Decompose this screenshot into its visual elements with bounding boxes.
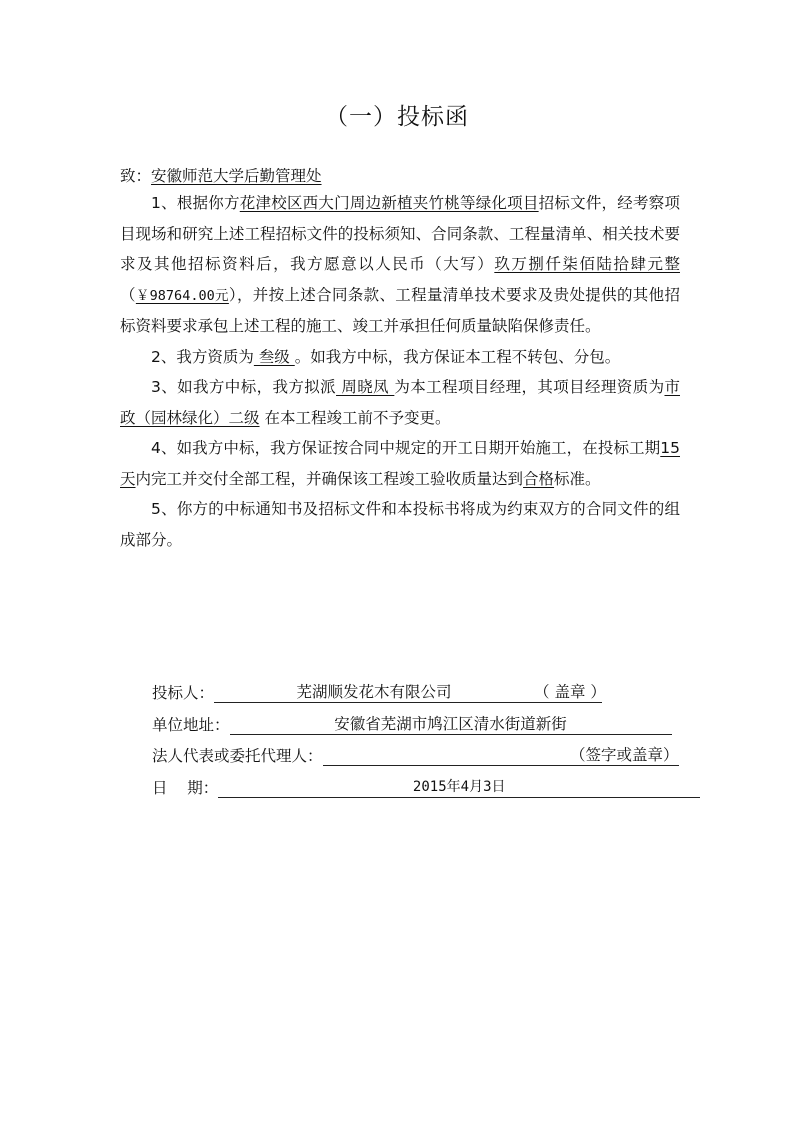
bidder-stamp-note: （ 盖章 ） xyxy=(534,683,606,701)
document-title: （一）投标函 xyxy=(325,104,469,130)
construction-period: 15天 xyxy=(120,439,680,488)
project-name: 花津校区西大门周边新植夹竹桃等绿化项目 xyxy=(239,194,539,212)
bid-date xyxy=(218,777,700,798)
p1-text-d: ），并按上述合同条款、工程量清单技术要求及贵处提供的其他招标资料要求承包上述工程的施工、竣工并承担任何质量缺陷保修责任。 xyxy=(120,285,680,335)
p4-text-a: 4、如我方中标，我方保证按合同中规定的开工日期开始施工，在投标工期 xyxy=(151,439,661,457)
bidder-label: 投标人： xyxy=(152,684,215,702)
amount-in-words: 玖万捌仟柒佰陆拾肆元整 xyxy=(494,255,680,273)
paragraph-5: 5、你方的中标通知书及招标文件和本投标书将成为约束双方的合同文件的组成部分。 xyxy=(120,500,680,549)
paragraph-1 xyxy=(120,188,680,342)
representative-sign-note: （签字或盖章） xyxy=(570,746,679,764)
p3-text-a: 3、如我方中标，我方拟派 xyxy=(151,378,337,396)
p2-text-a: 2、我方资质为 xyxy=(151,347,254,366)
p3-text-c: 在本工程竣工前不予变更。 xyxy=(259,408,451,427)
p3-text-b: 为本工程项目经理，其项目经理资质为 xyxy=(394,378,665,396)
qualification-grade: 叁级 xyxy=(253,347,295,366)
recipient-prefix: 致： xyxy=(120,167,152,185)
letter-body xyxy=(120,188,680,555)
p4-text-b: 内完工并交付全部工程，并确保该工程竣工验收质量达到 xyxy=(135,469,524,488)
bidder-line xyxy=(152,683,606,703)
company-address: 安徽省芜湖市鸠江区清水街道新街 xyxy=(230,715,672,735)
representative-label: 法人代表或委托代理人： xyxy=(152,747,323,765)
bidder-name xyxy=(214,683,606,703)
p2-text-b: 。如我方中标，我方保证本工程不转包、分包。 xyxy=(294,347,621,366)
p1-text-a: 1、根据你方 xyxy=(151,194,240,212)
address-label: 单位地址： xyxy=(152,716,230,734)
paragraph-3 xyxy=(120,372,680,433)
bid-date-text: 2015年4月3日 xyxy=(412,779,506,795)
project-manager: 周晓凤 xyxy=(336,378,395,396)
paragraph-2 xyxy=(120,342,680,373)
p1-text-c: （ xyxy=(120,285,136,304)
date-label: 日 期： xyxy=(152,779,219,797)
recipient-name: 安徽师范大学后勤管理处 xyxy=(151,167,322,185)
bidder-name-text: 芜湖顺发花木有限公司 xyxy=(296,683,452,701)
manager-qualification: 市政（园林绿化）二级 xyxy=(120,378,680,427)
address-line xyxy=(152,715,672,735)
amount-in-numbers: ￥98764.00元 xyxy=(135,287,229,304)
quality-standard: 合格 xyxy=(523,469,555,488)
recipient-line xyxy=(120,164,322,186)
p1-text-b: 招标文件，经考察项目现场和研究上述工程招标文件的投标须知、合同条款、工程量清单、相关技术要求及其他招标资料后，我方愿意以人民币（大写） xyxy=(120,194,680,273)
representative-field xyxy=(323,746,679,766)
paragraph-4 xyxy=(120,433,680,494)
date-line xyxy=(152,777,700,798)
representative-line xyxy=(152,746,679,766)
p4-text-c: 标准。 xyxy=(554,469,601,488)
